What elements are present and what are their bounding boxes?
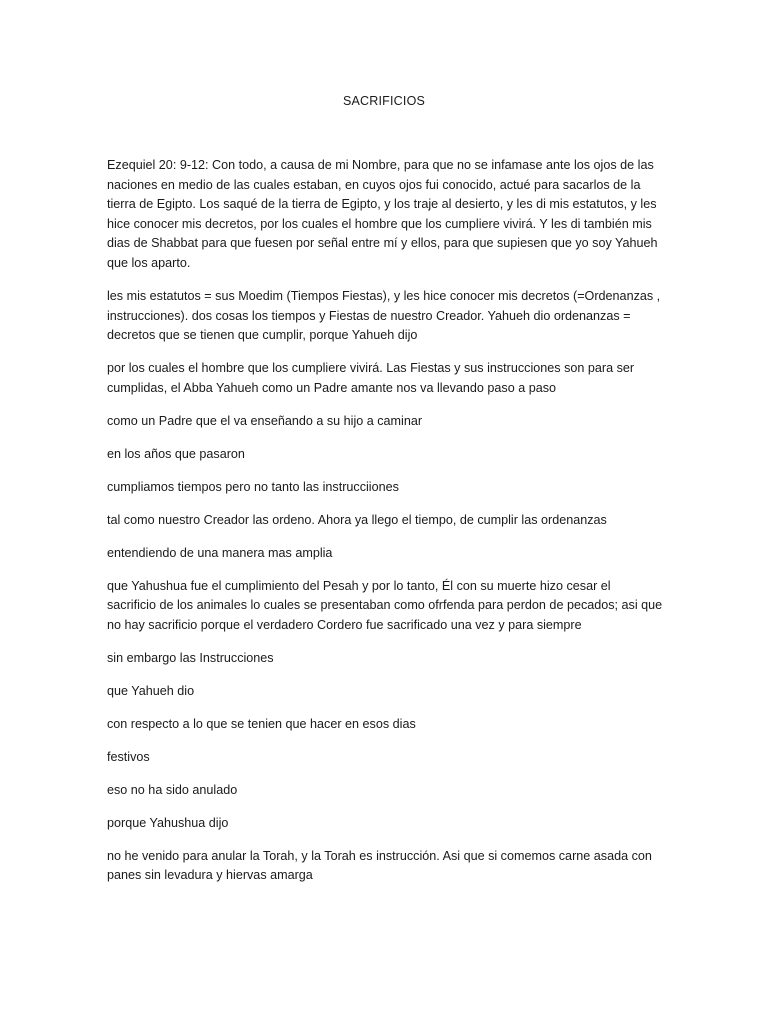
text-line: dias de Shabbat para que fuesen por señal entre mí y ellos, para que supiesen que yo soy Yahueh — [107, 236, 658, 251]
text-line: decretos que se tienen que cumplir, porque Yahueh dijo — [107, 328, 418, 343]
paragraph — [107, 748, 663, 768]
text-line: cumplidas, el Abba Yahueh como un Padre amante nos va llevando paso a paso — [107, 380, 557, 395]
text-line: entendiendo de una manera mas amplia — [107, 545, 333, 560]
text-line: no he venido para anular la Torah, y la Torah es instrucción. Asi que si comemos carne asada con — [107, 848, 652, 863]
text-line: naciones en medio de las cuales estaban, en cuyos ojos fui conocido, actué para sacarlos de la — [107, 177, 641, 192]
text-line: sacrificio de los animales lo cuales se presentaban como ofrfenda para perdon de pecados; asi que — [107, 598, 663, 613]
paragraph — [107, 544, 663, 564]
paragraph — [107, 445, 663, 465]
text-line: en los años que pasaron — [107, 446, 245, 461]
text-line: cumpliamos tiempos pero no tanto las instrucciiones — [107, 479, 399, 494]
text-line: tal como nuestro Creador las ordeno. Ahora ya llego el tiempo, de cumplir las ordenanzas — [107, 512, 607, 527]
text-line: no hay sacrificio porque el verdadero Cordero fue sacrificado una vez y para siempre — [107, 617, 582, 632]
text-line: sin embargo las Instrucciones — [107, 650, 274, 665]
text-line: que Yahueh dio — [107, 683, 195, 698]
paragraph — [107, 478, 663, 498]
text-line: que los aparto. — [107, 255, 191, 270]
paragraph — [107, 649, 663, 669]
text-line: que Yahushua fue el cumplimiento del Pesah y por lo tanto, Él con su muerte hizo cesar el — [107, 578, 611, 593]
paragraph — [107, 359, 663, 398]
paragraph — [107, 781, 663, 801]
text-line: hice conocer mis decretos, por los cuales el hombre que los cumpliere vivirá. Y les di también mis — [107, 216, 652, 231]
paragraph — [107, 412, 663, 432]
text-line: con respecto a lo que se tenien que hacer en esos dias — [107, 716, 416, 731]
paragraph — [107, 814, 663, 834]
text-line: como un Padre que el va enseñando a su hijo a caminar — [107, 413, 423, 428]
document-title: SACRIFICIOS — [342, 94, 426, 108]
paragraph — [107, 847, 663, 886]
paragraph — [107, 715, 663, 735]
text-line: tierra de Egipto. Los saqué de la tierra de Egipto, y los traje al desierto, y les di mis estatutos, y les — [107, 197, 657, 212]
document-body — [107, 156, 663, 899]
paragraph — [107, 287, 663, 346]
text-line: por los cuales el hombre que los cumpliere vivirá. Las Fiestas y sus instrucciones son para ser — [107, 361, 635, 376]
text-line: panes sin levadura y hiervas amarga — [107, 868, 313, 883]
text-line: porque Yahushua dijo — [107, 815, 229, 830]
paragraph — [107, 577, 663, 636]
text-line: Ezequiel 20: 9-12: Con todo, a causa de mi Nombre, para que no se infamase ante los ojos de las — [107, 158, 654, 172]
text-line: eso no ha sido anulado — [107, 782, 238, 797]
text-line: instrucciones). dos cosas los tiempos y Fiestas de nuestro Creador. Yahueh dio ordenanzas = — [107, 308, 631, 323]
text-line: les mis estatutos = sus Moedim (Tiempos Fiestas), y les hice conocer mis decretos (=Ordenanzas , — [107, 288, 661, 303]
paragraph — [107, 682, 663, 702]
text-line: festivos — [107, 749, 150, 764]
paragraph — [107, 511, 663, 531]
paragraph — [107, 156, 663, 274]
